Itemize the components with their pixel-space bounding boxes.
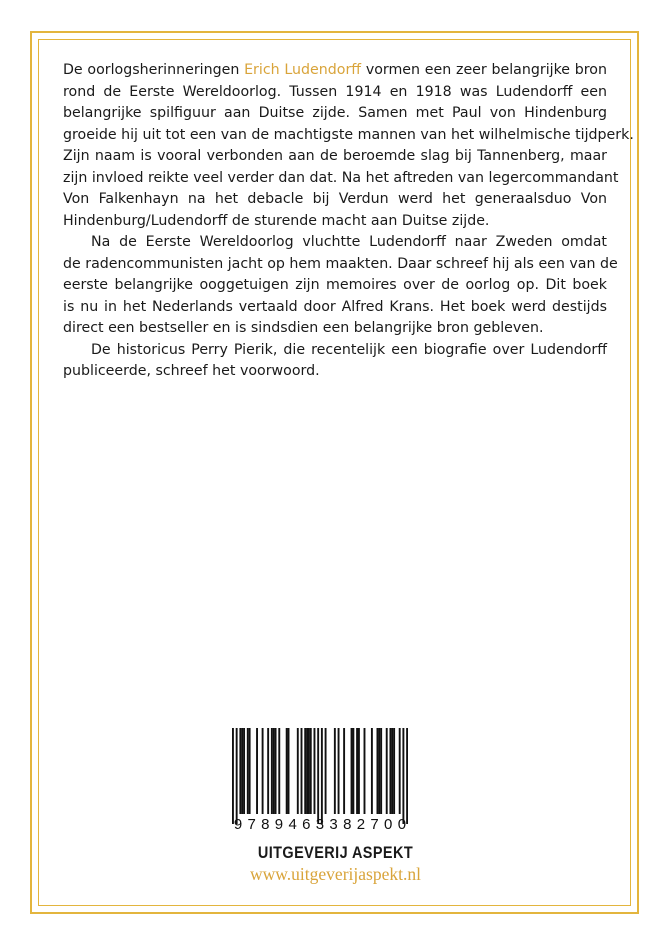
author-name: Erich Ludendorff: [244, 62, 362, 78]
barcode-bar: [262, 728, 264, 814]
barcode-bar: [386, 728, 388, 814]
barcode: [232, 728, 408, 824]
barcode-bar: [247, 728, 249, 814]
isbn-digit: 4: [288, 816, 297, 833]
barcode-bar: [371, 728, 373, 814]
barcode-bar: [275, 728, 277, 814]
barcode-bar: [393, 728, 395, 814]
blurb-text-fragment: De oorlogsherinneringen: [63, 62, 245, 78]
barcode-bars: [232, 728, 408, 824]
barcode-bar: [239, 728, 241, 814]
barcode-bar: [321, 728, 323, 824]
barcode-bar: [256, 728, 258, 814]
blurb-text: [63, 60, 634, 383]
barcode-bar: [297, 728, 299, 814]
barcode-bar: [364, 728, 366, 814]
barcode-bar: [243, 728, 245, 814]
barcode-bar: [236, 728, 238, 824]
barcode-bar: [389, 728, 391, 814]
isbn-digit: 0: [397, 816, 407, 833]
blurb-line: groeide hij uit tot een van de machtigste mannen van het wilhelmische tijdperk.: [63, 126, 634, 143]
isbn-digit: 2: [356, 816, 366, 833]
blurb-line: publiceerde, schreef het voorwoord.: [63, 363, 320, 379]
barcode-bar: [267, 728, 269, 814]
barcode-bar: [351, 728, 353, 814]
barcode-bar: [306, 728, 308, 814]
blurb-line: Hindenburg/Ludendorff de sturende macht aan Duitse zijde.: [63, 212, 490, 229]
blurb-line: eerste belangrijke ooggetuigen zijn memoires over de oorlog op. Dit boek: [63, 277, 607, 293]
isbn-digit: 9: [274, 816, 284, 833]
barcode-bar: [343, 728, 345, 814]
barcode-bar: [317, 728, 319, 824]
barcode-bar: [288, 728, 290, 814]
barcode-bar: [249, 728, 251, 814]
isbn-digit: 8: [343, 816, 352, 833]
barcode-bar: [325, 728, 327, 814]
blurb-line: Von Falkenhayn na het debacle bij Verdun werd het generaalsduo Von: [63, 191, 607, 207]
barcode-bar: [406, 728, 408, 824]
barcode-bar: [314, 728, 316, 814]
blurb-line: direct een bestseller en is sindsdien een belangrijke bron gebleven.: [63, 320, 544, 336]
isbn-digit: 8: [261, 816, 270, 833]
blurb-line: is nu in het Nederlands vertaald door Alfred Krans. Het boek werd destijds: [63, 298, 607, 315]
blurb-line: rond de Eerste Wereldoorlog. Tussen 1914 en 1918 was Ludendorff een: [63, 83, 607, 100]
barcode-bar: [278, 728, 280, 814]
isbn-digit: 3: [329, 816, 338, 833]
barcode-bar: [241, 728, 243, 814]
barcode-bar: [358, 728, 360, 814]
isbn-digit: 6: [302, 816, 311, 833]
publisher-name: UITGEVERIJ ASPEKT: [257, 843, 414, 862]
barcode-bar: [352, 728, 354, 814]
isbn-digit: 7: [247, 816, 256, 833]
blurb-line: belangrijke spilfiguur aan Duitse zijde. Samen met Paul von Hindenburg: [63, 105, 607, 121]
blurb-line: De historicus Perry Pierik, die recentelijk een biografie over Ludendorff: [91, 341, 607, 358]
barcode-bar: [232, 728, 234, 824]
blurb-line: de radencommunisten jacht op hem maakten. Daar schreef hij als een van de: [63, 255, 618, 272]
barcode-bar: [308, 728, 310, 814]
barcode-bar: [286, 728, 288, 814]
barcode-bar: [271, 728, 273, 814]
isbn-digit: 9: [233, 816, 243, 833]
barcode-bar: [301, 728, 303, 814]
barcode-bar: [377, 728, 379, 814]
barcode-bar: [378, 728, 380, 814]
isbn-number: [232, 816, 408, 834]
publisher-url[interactable]: www.uitgeverijaspekt.nl: [250, 864, 421, 884]
blurb-line: Zijn naam is vooral verbonden aan de beroemde slag bij Tannenberg, maar: [63, 148, 607, 164]
barcode-bar: [334, 728, 336, 814]
barcode-bar: [304, 728, 306, 814]
barcode-bar: [391, 728, 393, 814]
barcode-bar: [310, 728, 312, 814]
isbn-digit: 7: [370, 816, 379, 833]
blurb-text-fragment: vormen een zeer belangrijke bron: [361, 62, 607, 78]
isbn-digit: 3: [315, 816, 325, 833]
blurb-line: zijn invloed reikte veel verder dan dat. Na het aftreden van legercommandant: [63, 169, 619, 186]
blurb-line: [63, 60, 607, 82]
barcode-bar: [273, 728, 275, 814]
barcode-bar: [399, 728, 401, 814]
barcode-bar: [380, 728, 382, 814]
blurb-line: Na de Eerste Wereldoorlog vluchtte Ludendorff naar Zweden omdat: [91, 234, 607, 250]
isbn-digit: 0: [384, 816, 393, 833]
barcode-bar: [402, 728, 404, 824]
barcode-bar: [338, 728, 340, 814]
barcode-bar: [356, 728, 358, 814]
